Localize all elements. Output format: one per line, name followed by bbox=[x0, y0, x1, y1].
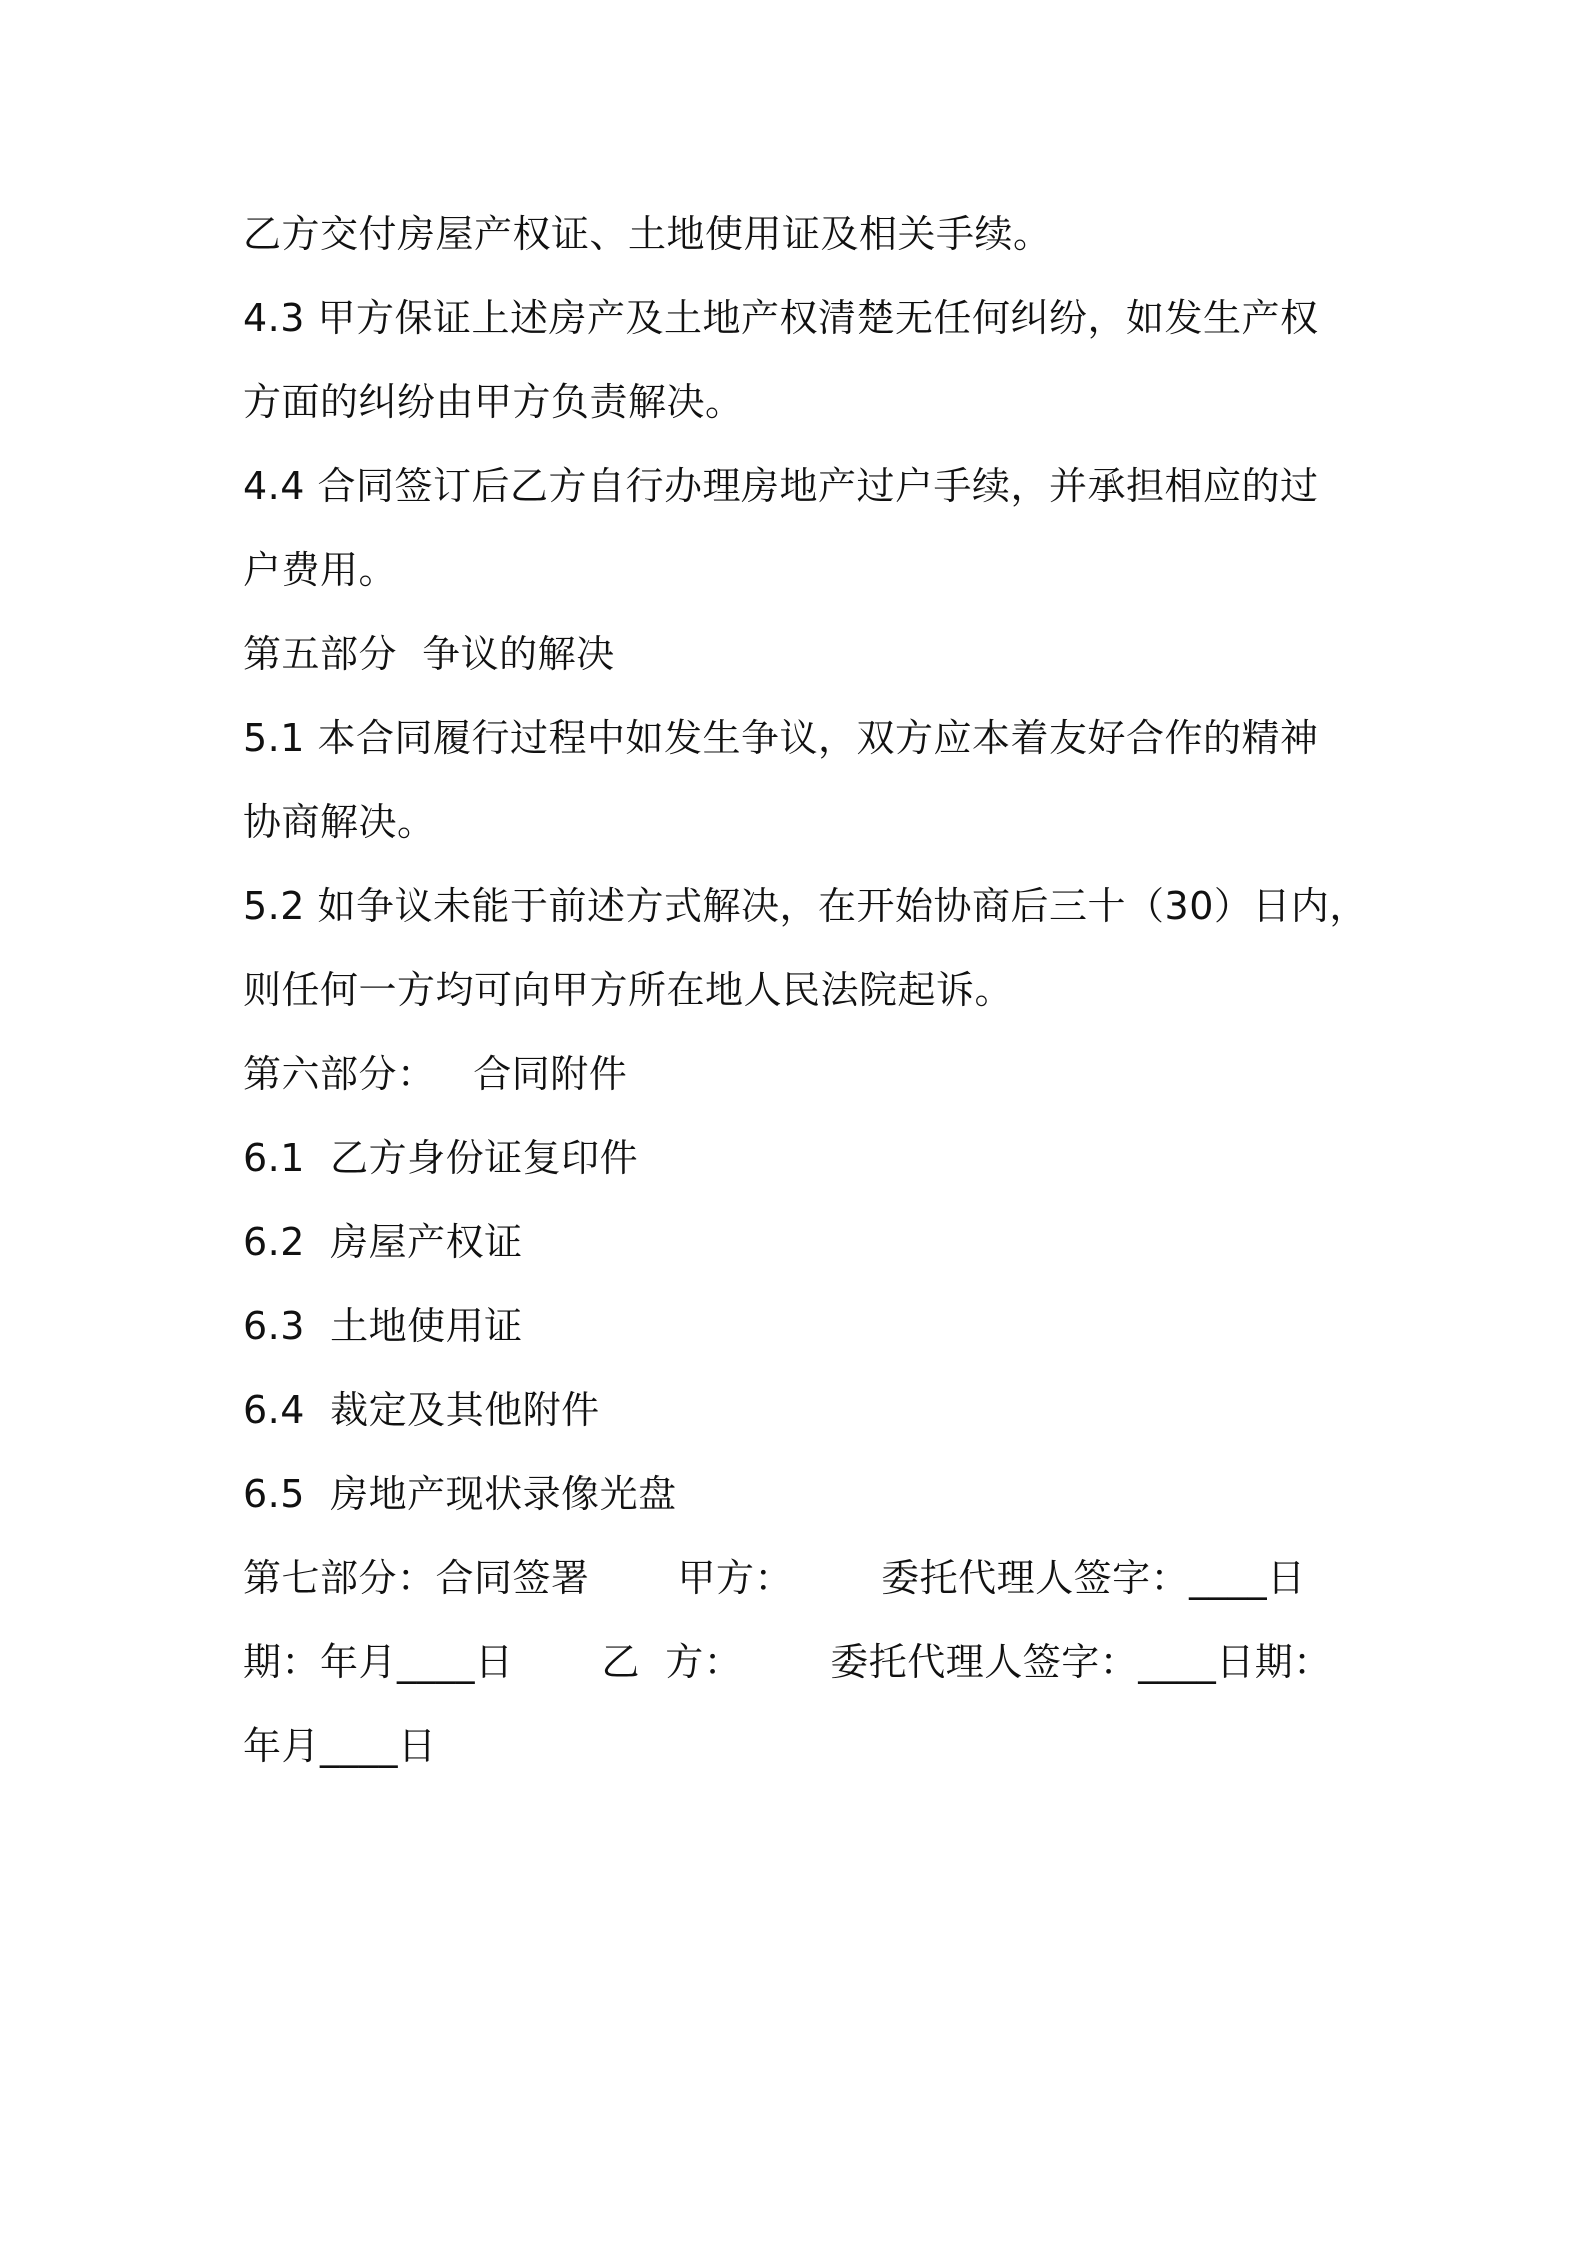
text-line: 4.3 甲方保证上述房产及土地产权清楚无任何纠纷，如发生产权 bbox=[243, 296, 1319, 340]
text-line: 协商解决。 bbox=[243, 800, 436, 844]
signature-line: 期：年月____日 乙 方： 委托代理人签字：____日期： bbox=[243, 1640, 1332, 1684]
text-line: 4.4 合同签订后乙方自行办理房地产过户手续，并承担相应的过 bbox=[243, 464, 1319, 508]
signature-line: 年月____日 bbox=[243, 1724, 437, 1768]
attachment-item: 6.5 房地产现状录像光盘 bbox=[243, 1472, 677, 1516]
attachment-item: 6.3 土地使用证 bbox=[243, 1304, 523, 1348]
attachment-item: 6.2 房屋产权证 bbox=[243, 1220, 523, 1264]
text-line: 户费用。 bbox=[243, 548, 398, 592]
signature-line: 第七部分：合同签署 甲方： 委托代理人签字：____日 bbox=[243, 1556, 1306, 1600]
section-heading: 第六部分： 合同附件 bbox=[243, 1052, 628, 1096]
document-body bbox=[243, 192, 1368, 1788]
attachment-item: 6.4 裁定及其他附件 bbox=[243, 1388, 600, 1432]
section-heading: 第五部分 争议的解决 bbox=[243, 632, 615, 676]
text-line: 方面的纠纷由甲方负责解决。 bbox=[243, 380, 744, 424]
text-line: 乙方交付房屋产权证、土地使用证及相关手续。 bbox=[243, 212, 1052, 256]
text-line: 5.2 如争议未能于前述方式解决，在开始协商后三十（30）日内， bbox=[243, 884, 1368, 928]
attachment-item: 6.1 乙方身份证复印件 bbox=[243, 1136, 639, 1180]
text-line: 则任何一方均可向甲方所在地人民法院起诉。 bbox=[243, 968, 1014, 1012]
text-line: 5.1 本合同履行过程中如发生争议，双方应本着友好合作的精神 bbox=[243, 716, 1319, 760]
